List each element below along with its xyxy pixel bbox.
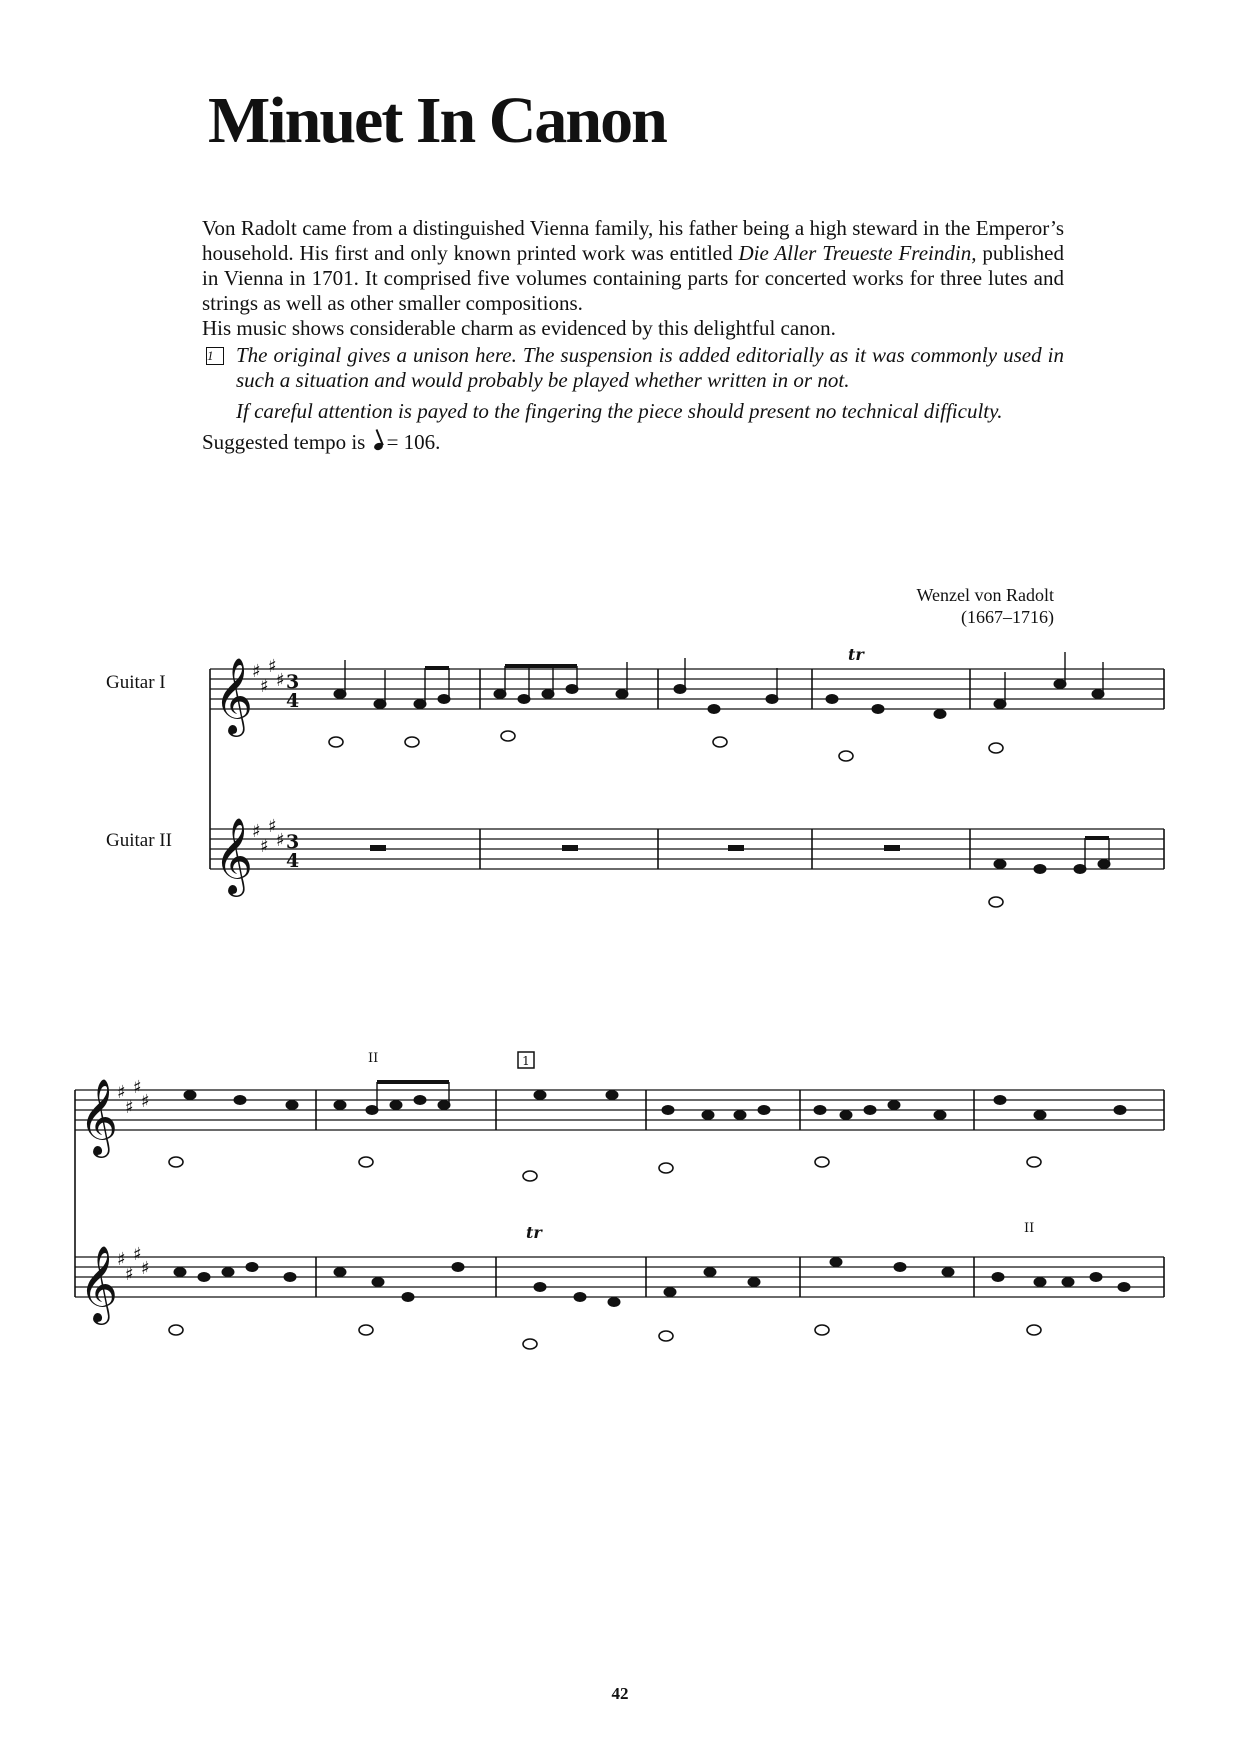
treble-clef-icon: 𝄞: [214, 657, 254, 734]
svg-text:♯: ♯: [268, 656, 277, 677]
svg-text:♯: ♯: [252, 661, 261, 682]
svg-text:♯: ♯: [276, 830, 285, 851]
position-marks: [368, 1051, 1034, 1236]
svg-text:♯: ♯: [268, 816, 277, 837]
svg-text:♯: ♯: [133, 1077, 142, 1098]
treble-clef-icon: 𝄞: [79, 1245, 119, 1322]
intro-paragraph-charm: His music shows considerable charm as evidenced by this delightful canon.: [202, 316, 836, 340]
svg-text:3: 3: [286, 671, 300, 693]
key-signatures: [117, 656, 285, 1285]
editorial-note-text: The original gives a unison here. The suspension is added editorially as it was commonly used in such a situation and would probably be played whether written in or not.: [236, 343, 1064, 392]
staff-lines: [75, 669, 1164, 1297]
guitar-1-label: Guitar I: [106, 672, 166, 693]
svg-text:3: 3: [286, 831, 300, 853]
barlines: [75, 669, 1164, 1297]
svg-text:♯: ♯: [125, 1097, 134, 1118]
editorial-marker-box: 1: [206, 347, 224, 365]
whole-rests: [370, 845, 900, 851]
svg-text:♯: ♯: [141, 1258, 150, 1279]
trill-mark: tr: [526, 1223, 542, 1242]
svg-text:♯: ♯: [276, 670, 285, 691]
svg-text:4: 4: [286, 690, 300, 712]
note-heads: [169, 652, 1130, 1349]
position-mark: II: [1024, 1221, 1035, 1236]
history-text-a: Von Radolt came from a distinguished Vienna family, his father being a high steward in the Emperor’s household. His first and only known printed work was entitled: [202, 216, 1064, 265]
page-number: 42: [611, 1684, 629, 1703]
svg-text:4: 4: [286, 850, 300, 872]
trill-mark: tr: [848, 645, 864, 664]
treble-clefs: [79, 657, 253, 1325]
time-signatures: [286, 671, 299, 872]
fingering-note: If careful attention is payed to the fingering the piece should present no technical difficulty.: [236, 399, 1003, 423]
svg-text:♯: ♯: [141, 1091, 150, 1112]
svg-text:♯: ♯: [133, 1244, 142, 1265]
treble-clef-icon: 𝄞: [214, 817, 254, 894]
trill-marks: [526, 645, 865, 1242]
svg-text:♯: ♯: [117, 1082, 126, 1103]
composer-name: Wenzel von Radolt: [916, 585, 1054, 605]
svg-text:♯: ♯: [260, 676, 269, 697]
page-title: Minuet In Canon: [208, 84, 666, 157]
tempo-value: = 106.: [386, 430, 441, 454]
history-text-b: published in Vienna in 1701. It comprised five volumes containing parts for concerted works for three lutes and strings as well as other smaller compositions.: [202, 241, 1064, 315]
position-mark: II: [368, 1051, 379, 1066]
guitar-2-label: Guitar II: [106, 830, 172, 851]
edit-marker: [518, 1052, 534, 1068]
svg-text:♯: ♯: [125, 1264, 134, 1285]
svg-text:♯: ♯: [252, 821, 261, 842]
tempo-label: Suggested tempo is: [202, 430, 366, 454]
treble-clef-icon: 𝄞: [79, 1078, 119, 1155]
svg-text:♯: ♯: [117, 1249, 126, 1270]
svg-text:♯: ♯: [260, 836, 269, 857]
work-title: Die Aller Treueste Freindin,: [738, 241, 977, 265]
svg-text:1: 1: [522, 1054, 530, 1068]
composer-dates: (1667–1716): [961, 607, 1054, 627]
